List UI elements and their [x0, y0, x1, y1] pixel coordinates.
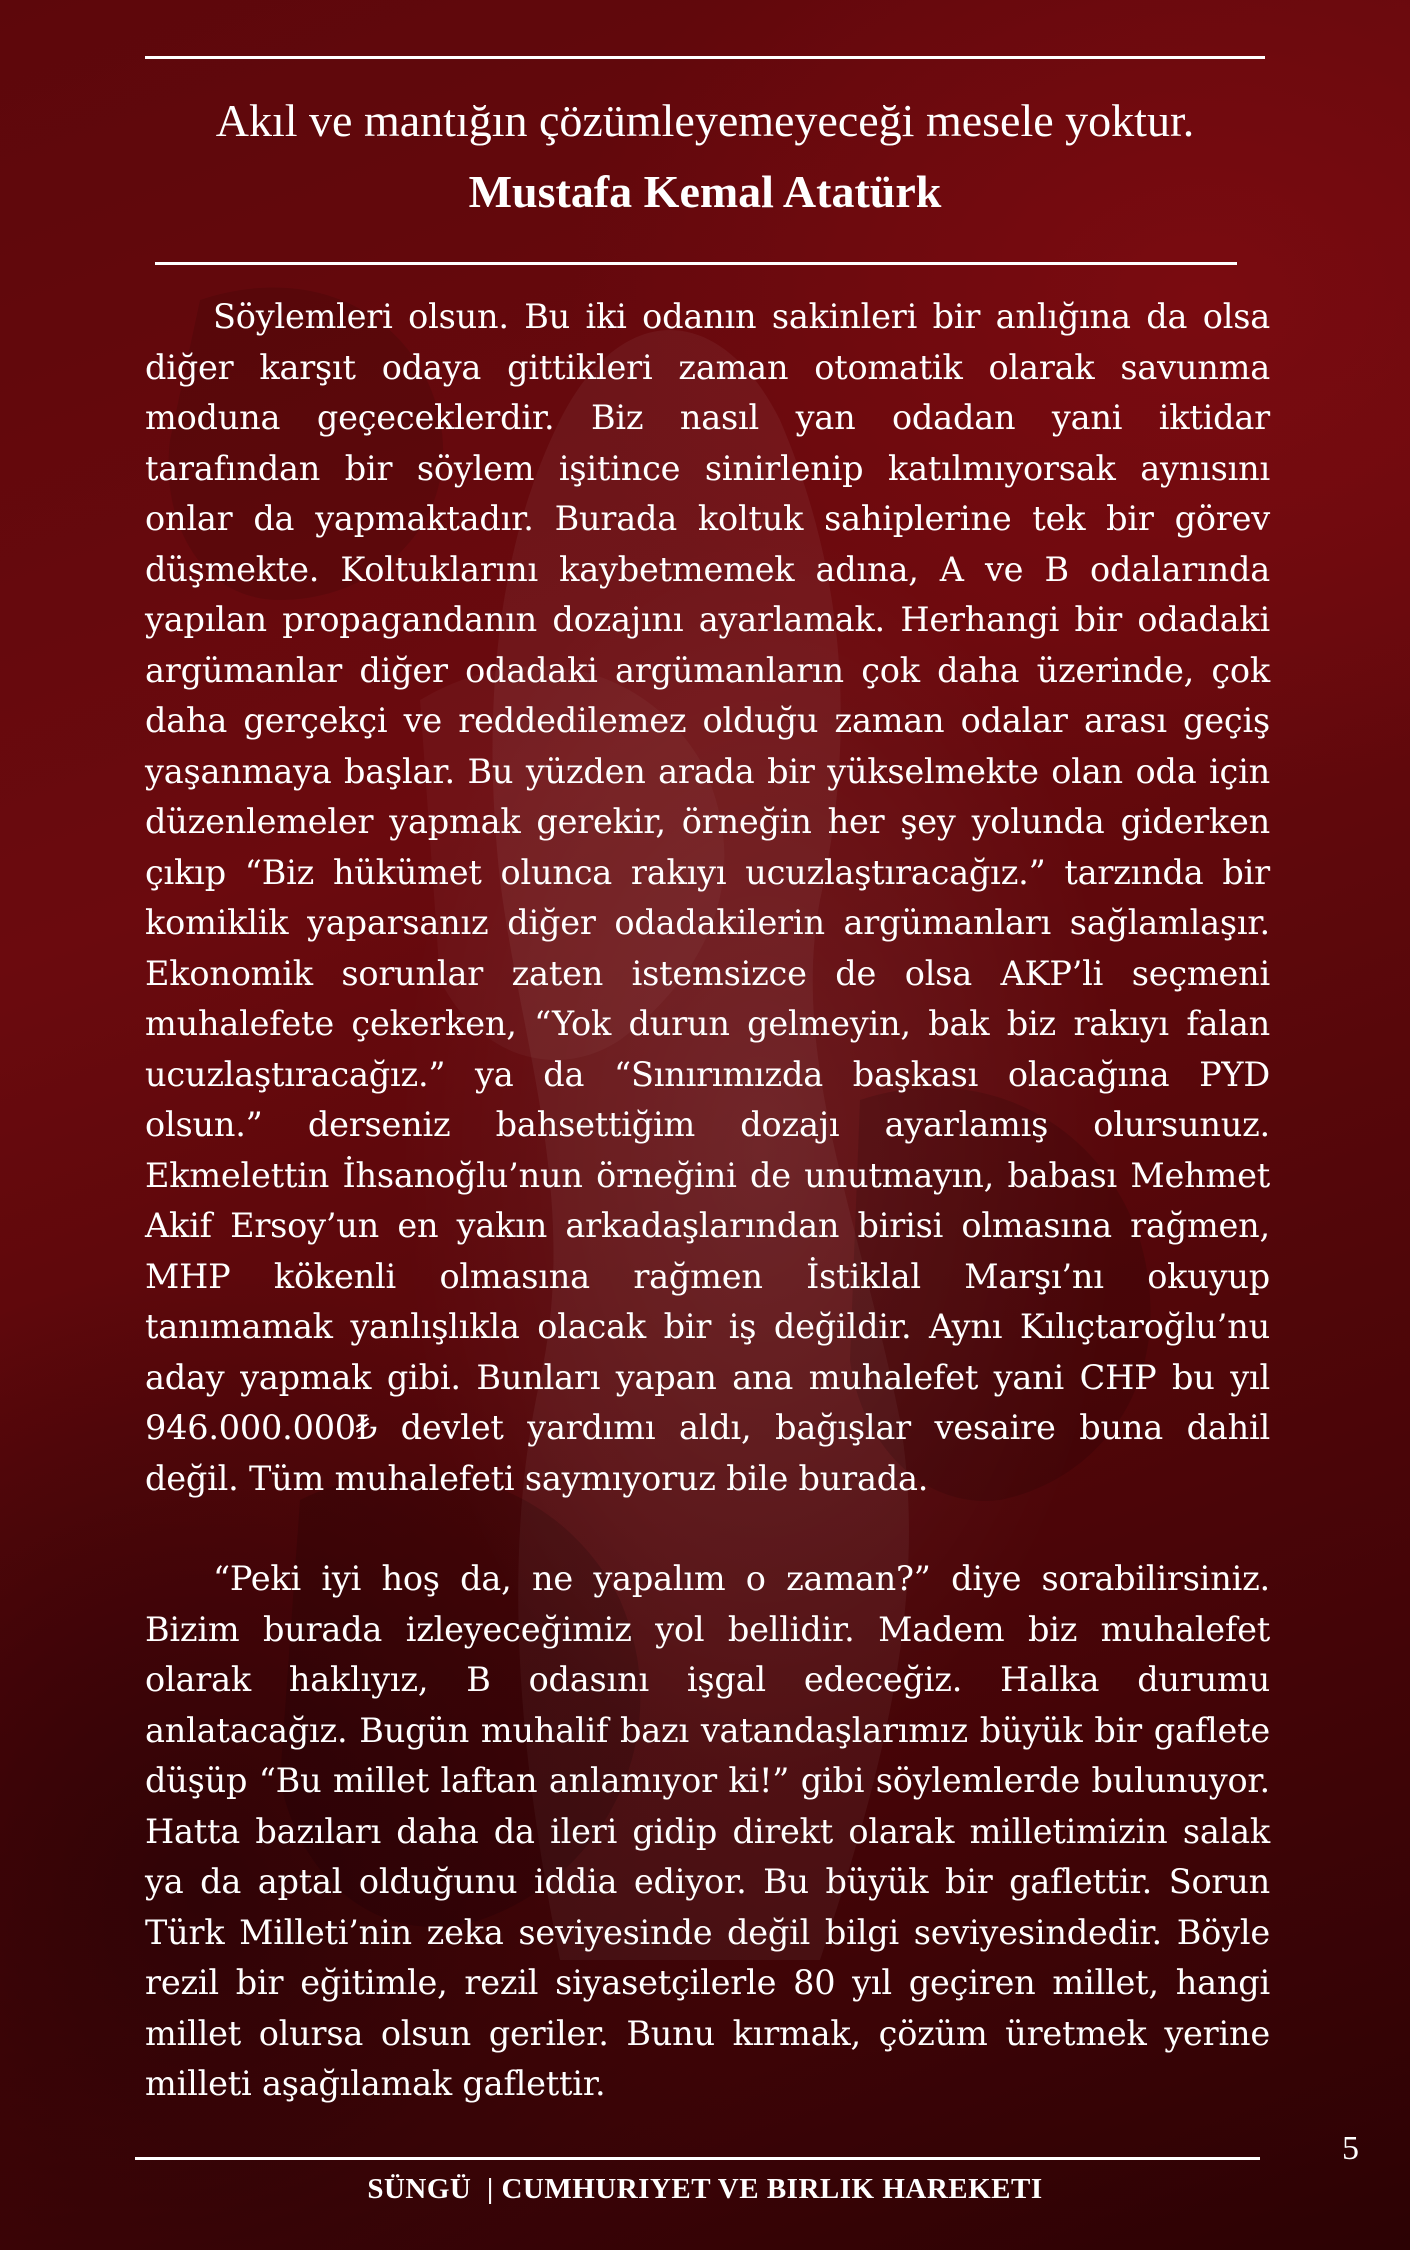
footer-rule [135, 2157, 1260, 2160]
body-paragraph: Söylemleri olsun. Bu iki odanın sakinleri bir anlığına da olsa diğer karşıt odaya gittikleri zaman otomatik olarak savunma moduna geçeceklerdir. Biz nasıl yan odadan yani iktidar tarafından bir söylem işitince sinirlenip katılmıyorsak aynısını onlar da yapmaktadır. Burada koltuk sahiplerine tek bir görev düşmekte. Koltuklarını kaybetmemek adına, A ve B odalarında yapılan propagandanın dozajını ayarlamak. Herhangi bir odadaki argümanlar diğer odadaki argümanların çok daha üzerinde, çok daha gerçekçi ve reddedilemez olduğu zaman odalar arası geçiş yaşanmaya başlar. Bu yüzden arada bir yükselmekte olan oda için düzenlemeler yapmak gerekir, örneğin her şey yolunda giderken çıkıp “Biz hükümet olunca rakıyı ucuzlaştıracağız.” tarzında bir komiklik yaparsanız diğer odadakilerin argümanları sağlamlaşır. Ekonomik sorunlar zaten istemsizce de olsa AKP’li seçmeni muhalefete çekerken, “Yok durun gelmeyin, bak biz rakıyı falan ucuzlaştıracağız.” ya da “Sınırımızda başkası olacağına PYD olsun.” derseniz bahsettiğim dozajı ayarlamış olursunuz. Ekmelettin İhsanoğlu’nun örneğini de unutmayın, babası Mehmet Akif Ersoy’un en yakın arkadaşlarından birisi olmasına rağmen, MHP kökenli olmasına rağmen İstiklal Marşı’nı okuyup tanımamak yanlışlıkla olacak bir iş değildir. Aynı Kılıçtaroğlu’nu aday yapmak gibi. Bunları yapan ana muhalefet yani CHP bu yıl 946.000.000₺ devlet yardımı aldı, bağışlar vesaire buna dahil değil. Tüm muhalefeti saymıyoruz bile burada. [145, 297, 1270, 1498]
body-paragraph: “Peki iyi hoş da, ne yapalım o zaman?” diye sorabilirsiniz. Bizim burada izleyeceğimiz yol bellidir. Madem biz muhalefet olarak haklıyız, B odasını işgal edeceğiz. Halka durumu anlatacağız. Bugün muhalif bazı vatandaşlarımız büyük bir gaflete düşüp “Bu millet laftan anlamıyor ki!” gibi söylemlerde bulunuyor. Hatta bazıları daha da ileri gidip direkt olarak milletimizin salak ya da aptal olduğunu iddia ediyor. Bu büyük bir gaflettir. Sorun Türk Milleti’nin zeka seviyesinde değil bilgi seviyesindedir. Böyle rezil bir eğitimle, rezil siyasetçilerle 80 yıl geçiren millet, hangi millet olursa olsun geriler. Bunu kırmak, çözüm üretmek yerine milleti aşağılamak gaflettir. [145, 1559, 1270, 2103]
page-number: 5 [1342, 2130, 1359, 2167]
header-quote: Akıl ve mantığın çözümleyemeyeceği mesele yoktur. [215, 95, 1195, 146]
header-bottom-rule [155, 262, 1237, 265]
footer-text: SÜNGÜ | CUMHURIYET VE BIRLIK HAREKETI [367, 2173, 1043, 2205]
body-text [145, 292, 1270, 2110]
top-rule [145, 56, 1265, 59]
quote-author: Mustafa Kemal Atatürk [468, 166, 942, 217]
